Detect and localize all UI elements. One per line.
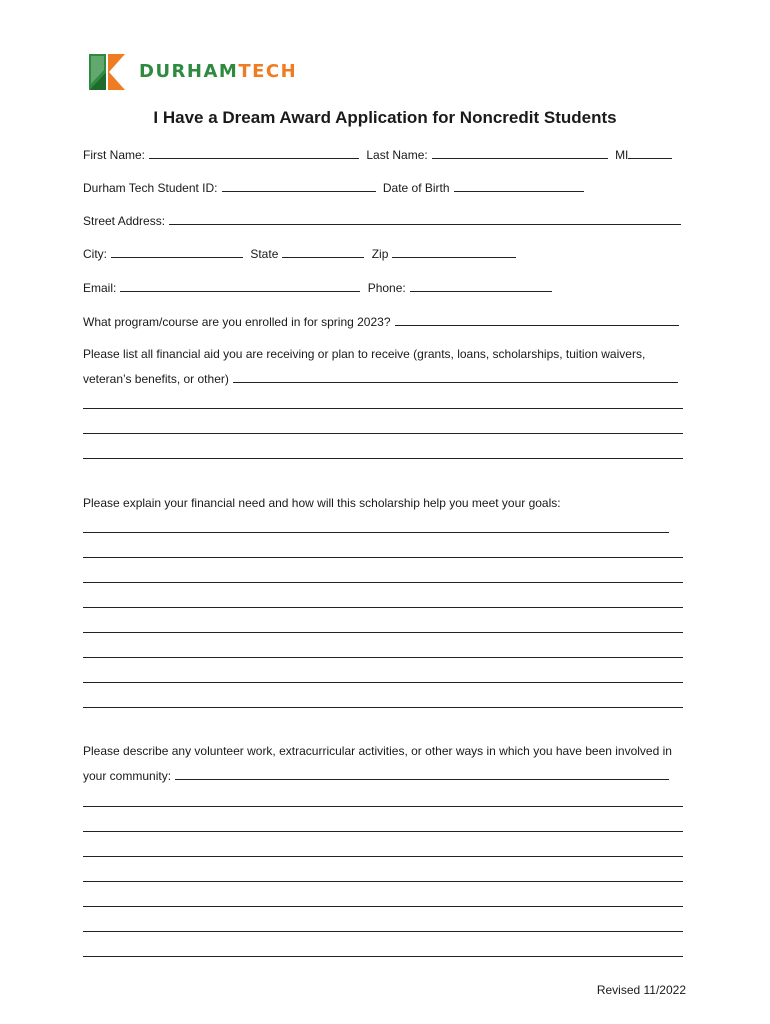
revision-date: Revised 11/2022 bbox=[596, 983, 686, 997]
city-row bbox=[83, 246, 520, 262]
contact-row bbox=[83, 280, 556, 296]
need-answer-line[interactable] bbox=[83, 657, 683, 658]
aid-answer-line[interactable] bbox=[83, 408, 683, 409]
program-field[interactable] bbox=[395, 314, 679, 326]
email-field[interactable] bbox=[120, 280, 360, 292]
need-answer-line[interactable] bbox=[83, 707, 683, 708]
need-answer-line[interactable] bbox=[83, 682, 683, 683]
dob-field[interactable] bbox=[454, 180, 584, 192]
logo-word-tech: TECH bbox=[238, 61, 298, 82]
volunteer-answer-line[interactable] bbox=[83, 881, 683, 882]
aid-question-line2: veteran’s benefits, or other) bbox=[83, 372, 229, 386]
name-row bbox=[83, 147, 676, 163]
zip-field[interactable] bbox=[392, 246, 516, 258]
volunteer-answer-line[interactable] bbox=[83, 956, 683, 957]
zip-label: Zip bbox=[371, 247, 389, 261]
aid-question-row2 bbox=[83, 371, 682, 387]
volunteer-question-row2 bbox=[83, 768, 673, 784]
need-answer-line[interactable] bbox=[83, 607, 683, 608]
volunteer-answer-field[interactable] bbox=[175, 768, 669, 780]
city-field[interactable] bbox=[111, 246, 243, 258]
need-answer-line[interactable] bbox=[83, 632, 683, 633]
volunteer-answer-line[interactable] bbox=[83, 856, 683, 857]
program-label: What program/course are you enrolled in for spring 2023? bbox=[83, 315, 391, 329]
program-row bbox=[83, 314, 683, 330]
aid-answer-line[interactable] bbox=[83, 433, 683, 434]
logo-mark-icon bbox=[89, 54, 125, 90]
need-answer-line[interactable] bbox=[83, 582, 683, 583]
first-name-field[interactable] bbox=[149, 147, 359, 159]
state-label: State bbox=[250, 247, 279, 261]
volunteer-answer-line[interactable] bbox=[83, 806, 683, 807]
aid-answer-line[interactable] bbox=[83, 458, 683, 459]
street-field[interactable] bbox=[169, 213, 681, 225]
need-question: Please explain your financial need and how will this scholarship help you meet your goals: bbox=[83, 496, 561, 510]
volunteer-answer-line[interactable] bbox=[83, 931, 683, 932]
last-name-label: Last Name: bbox=[366, 148, 428, 162]
phone-label: Phone: bbox=[367, 281, 406, 295]
id-row bbox=[83, 180, 588, 196]
email-label: Email: bbox=[83, 281, 117, 295]
street-label: Street Address: bbox=[83, 214, 166, 228]
phone-field[interactable] bbox=[410, 280, 552, 292]
street-row bbox=[83, 213, 685, 229]
logo-word-durham: DURHAM bbox=[139, 61, 239, 82]
logo-wordmark bbox=[139, 63, 297, 81]
aid-question-line1: Please list all financial aid you are receiving or plan to receive (grants, loans, scholarships, tuition waivers, bbox=[83, 347, 646, 361]
last-name-field[interactable] bbox=[432, 147, 608, 159]
mi-label: MI bbox=[615, 148, 629, 162]
volunteer-answer-line[interactable] bbox=[83, 831, 683, 832]
city-label: City: bbox=[83, 247, 107, 261]
aid-answer-field[interactable] bbox=[233, 371, 678, 383]
dob-label: Date of Birth bbox=[382, 181, 450, 195]
volunteer-question-line1: Please describe any volunteer work, extracurricular activities, or other ways in which you have been involved in bbox=[83, 744, 672, 758]
durham-tech-logo bbox=[89, 54, 297, 90]
need-answer-line[interactable] bbox=[83, 532, 669, 533]
first-name-label: First Name: bbox=[83, 148, 146, 162]
volunteer-question-line2: your community: bbox=[83, 769, 172, 783]
volunteer-answer-line[interactable] bbox=[83, 906, 683, 907]
need-answer-line[interactable] bbox=[83, 557, 683, 558]
page-title: I Have a Dream Award Application for Noncredit Students bbox=[153, 108, 617, 127]
mi-field[interactable] bbox=[628, 147, 672, 159]
student-id-label: Durham Tech Student ID: bbox=[83, 181, 218, 195]
student-id-field[interactable] bbox=[222, 180, 376, 192]
state-field[interactable] bbox=[282, 246, 364, 258]
